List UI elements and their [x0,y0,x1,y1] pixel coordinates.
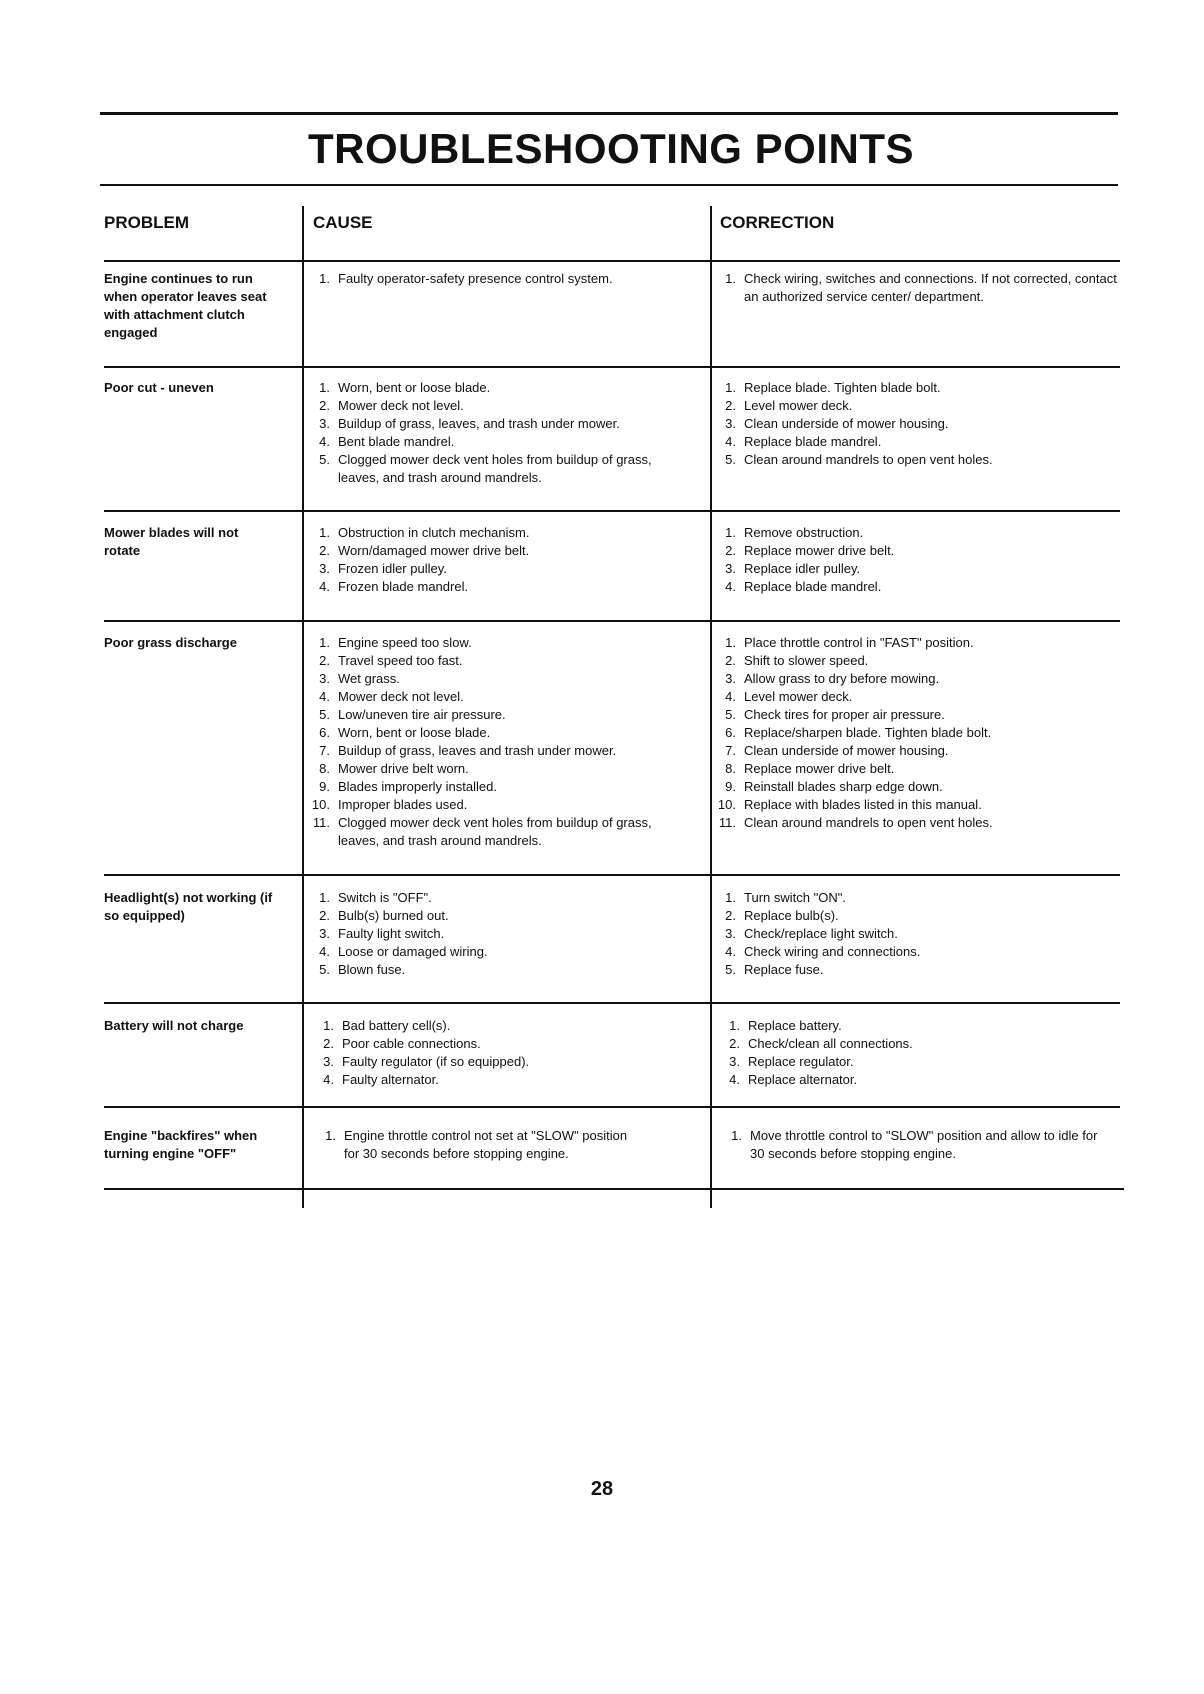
list-item: 1. Replace blade. Tighten blade bolt. [725,380,941,395]
page-number: 28 [590,1478,614,1500]
header-correction: CORRECTION [720,213,835,232]
list-item: 5. Blown fuse. [319,962,406,977]
list-item: 11. Clean around mandrels to open vent holes. [718,815,993,830]
problem-text: Battery will not charge [104,1018,244,1033]
list-item: 2. Replace bulb(s). [725,908,839,923]
list-item: 2. Replace mower drive belt. [725,543,895,558]
list-item: 6. Worn, bent or loose blade. [319,725,491,740]
row-separator [104,620,1120,622]
correction-list [712,889,1122,979]
problem-text: Engine continues to run when operator leaves seat with attachment clutch engaged [104,271,267,340]
list-item: 1. Switch is "OFF". [319,890,432,905]
cause-list [306,524,676,596]
list-item: 1. Obstruction in clutch mechanism. [319,525,530,540]
row-separator [104,1002,1120,1004]
problem-text: Engine "backfires" when turning engine "OFF" [104,1128,258,1161]
list-item: 3. Frozen idler pulley. [319,561,447,576]
list-item: 4. Replace blade mandrel. [725,434,882,449]
correction-list [718,1127,1108,1163]
cause-list [306,634,676,850]
list-item: 10. Replace with blades listed in this manual. [717,797,982,812]
list-item: 3. Wet grass. [319,671,400,686]
list-item: 1. Check wiring, switches and connections. If not corrected, contact an authorized service center/ department. [725,271,1117,304]
correction-list [712,270,1122,306]
cause-list [310,1017,680,1089]
list-item: 4. Replace alternator. [729,1072,858,1087]
list-item: 3. Replace idler pulley. [725,561,861,576]
list-item: 6. Replace/sharpen blade. Tighten blade bolt. [725,725,992,740]
list-item: 2. Worn/damaged mower drive belt. [319,543,530,558]
list-item: 7. Clean underside of mower housing. [725,743,949,758]
page-title: TROUBLESHOOTING POINTS [307,125,914,172]
list-item: 4. Level mower deck. [725,689,853,704]
list-item: 4. Faulty alternator. [323,1072,439,1087]
problem-text: Headlight(s) not working (if so equipped) [104,890,273,923]
cause-list [312,1127,632,1163]
list-item: 1. Turn switch "ON". [725,890,846,905]
row-separator [104,1106,1120,1108]
header-problem: PROBLEM [104,213,189,232]
list-item: 5. Low/uneven tire air pressure. [319,707,506,722]
list-item: 5. Clean around mandrels to open vent holes. [725,452,993,467]
list-item: 3. Replace regulator. [729,1054,854,1069]
list-item: 1. Bad battery cell(s). [323,1018,451,1033]
correction-list [712,524,1122,596]
row-separator [104,874,1120,876]
cause-list [306,379,676,487]
list-item: 2. Level mower deck. [725,398,853,413]
list-item: 3. Allow grass to dry before mowing. [725,671,940,686]
cause-list [306,889,676,979]
list-item: 1. Place throttle control in "FAST" position. [725,635,974,650]
list-item: 8. Mower drive belt worn. [319,761,469,776]
list-item: 3. Buildup of grass, leaves, and trash under mower. [319,416,620,431]
list-item: 1. Worn, bent or loose blade. [319,380,491,395]
list-item: 2. Bulb(s) burned out. [319,908,449,923]
list-item: 4. Bent blade mandrel. [319,434,455,449]
row-separator [104,366,1120,368]
problem-text: Mower blades will not rotate [104,525,239,558]
list-item: 5. Check tires for proper air pressure. [725,707,945,722]
list-item: 9. Blades improperly installed. [319,779,497,794]
header-cause: CAUSE [313,213,373,232]
list-item: 4. Mower deck not level. [319,689,464,704]
correction-list [712,634,1122,832]
list-item: 9. Reinstall blades sharp edge down. [725,779,943,794]
list-item: 5. Clogged mower deck vent holes from buildup of grass, leaves, and trash around mandrels. [319,452,652,485]
list-item: 1. Faulty operator-safety presence control system. [319,271,613,286]
list-item: 3. Check/replace light switch. [725,926,898,941]
list-item: 4. Replace blade mandrel. [725,579,882,594]
list-item: 2. Travel speed too fast. [319,653,463,668]
list-item: 2. Mower deck not level. [319,398,464,413]
list-item: 7. Buildup of grass, leaves and trash under mower. [319,743,617,758]
row-separator [104,510,1120,512]
title-bottom-rule [100,184,1118,186]
problem-text: Poor cut - uneven [104,380,214,395]
list-item: 1. Remove obstruction. [725,525,864,540]
list-item: 4. Loose or damaged wiring. [319,944,488,959]
list-item: 11. Clogged mower deck vent holes from buildup of grass, leaves, and trash around mandrels. [312,815,652,848]
list-item: 3. Faulty light switch. [319,926,445,941]
row-separator [104,1188,1124,1190]
list-item: 1. Move throttle control to "SLOW" position and allow to idle for 30 seconds before stopping engine. [731,1128,1098,1161]
list-item: 5. Replace fuse. [725,962,824,977]
list-item: 3. Clean underside of mower housing. [725,416,949,431]
list-item: 10. Improper blades used. [311,797,468,812]
problem-text: Poor grass discharge [104,635,237,650]
list-item: 2. Poor cable connections. [323,1036,481,1051]
row-separator [104,260,1120,262]
list-item: 1. Engine throttle control not set at "SLOW" position for 30 seconds before stopping engine. [325,1128,628,1161]
title-top-rule [100,112,1118,115]
cause-list [306,270,676,288]
column-divider-left [302,206,304,1208]
list-item: 1. Replace battery. [729,1018,842,1033]
list-item: 4. Check wiring and connections. [725,944,921,959]
list-item: 8. Replace mower drive belt. [725,761,895,776]
list-item: 2. Check/clean all connections. [729,1036,913,1051]
list-item: 1. Engine speed too slow. [319,635,472,650]
list-item: 2. Shift to slower speed. [725,653,869,668]
correction-list [712,379,1122,469]
correction-list [716,1017,1126,1089]
list-item: 4. Frozen blade mandrel. [319,579,469,594]
list-item: 3. Faulty regulator (if so equipped). [323,1054,530,1069]
